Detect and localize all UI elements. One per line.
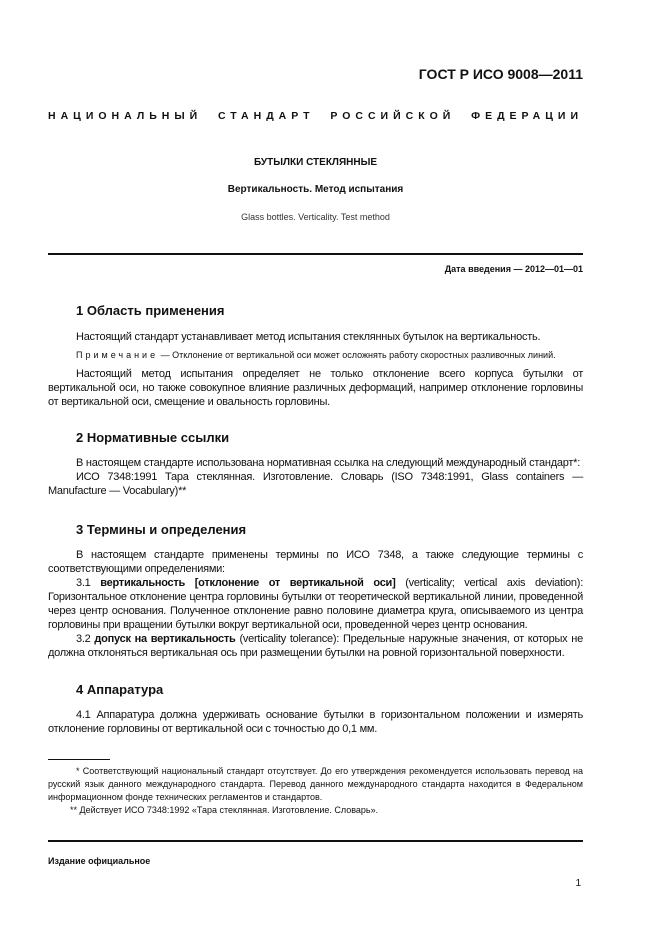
note-text: — Отклонение от вертикальной оси может осложнять работу скоростных разливочных линий. xyxy=(158,350,556,360)
term: допуск на вертикальность xyxy=(94,633,236,645)
section-heading: 1 Область применения xyxy=(76,303,225,318)
paragraph: Настоящий метод испытания определяет не только отклонение всего корпуса бутылки от вертикальной оси, но также совокупное влияние различных деформаций, например отклонение горловины от вертикальной оси, смещение и овальность горловины. xyxy=(48,368,583,408)
divider xyxy=(48,840,583,842)
section-2-body xyxy=(48,456,583,498)
term-number: 3.2 xyxy=(76,633,95,645)
divider xyxy=(48,253,583,255)
official-edition-label: Издание официальное xyxy=(48,856,151,866)
reference-item: ИСО 7348:1991 Тара стеклянная. Изготовление. Словарь (ISO 7348:1991, Glass containers — Manufacture — Vocabulary)** xyxy=(48,471,583,497)
term: вертикальность [отклонение от вертикальной оси] xyxy=(100,577,396,589)
paragraph: 4.1 Аппаратура должна удерживать основание бутылки в горизонтальном положении и измерять отклонение горловины от вертикальной оси с точностью до 0,1 мм. xyxy=(48,709,583,735)
section-heading: 2 Нормативные ссылки xyxy=(76,430,230,445)
section-1-body xyxy=(48,330,583,409)
paragraph: В настоящем стандарте применены термины по ИСО 7348, а также следующие термины с соответствующими определениями: xyxy=(48,549,583,575)
document-subtitle: Вертикальность. Метод испытания xyxy=(227,184,404,195)
definition: (verticality; vertical axis deviation): Горизонтальное отклонение центра горловины бутылки от теоретической вертикальной линии, проведенной через центр основания. Полученное отклонение равно половине диаметра круга, описываемого из центра горловины при вращении бутылки вокруг вертикальной оси, проведенной через центр основания. xyxy=(48,577,583,631)
section-heading: 4 Аппаратура xyxy=(76,682,164,697)
paragraph: Настоящий стандарт устанавливает метод испытания стеклянных бутылок на вертикальность. xyxy=(76,331,541,343)
footnotes xyxy=(48,765,583,817)
document-code: ГОСТ Р ИСО 9008—2011 xyxy=(418,66,583,82)
note xyxy=(48,349,583,362)
term-number: 3.1 xyxy=(76,577,101,589)
page-number: 1 xyxy=(575,878,581,889)
term-definition xyxy=(48,576,583,632)
introduction-date: Дата введения — 2012—01—01 xyxy=(444,264,583,274)
note-label: Примечание xyxy=(76,350,159,360)
banner-word: НАЦИОНАЛЬНЫЙ xyxy=(48,110,203,122)
banner-word: ФЕДЕРАЦИИ xyxy=(471,110,583,122)
term-definition xyxy=(48,632,583,660)
english-title: Glass bottles. Verticality. Test method xyxy=(241,212,390,222)
footnote-separator xyxy=(48,759,110,760)
banner-word: РОССИЙСКОЙ xyxy=(330,110,456,122)
section-heading: 3 Термины и определения xyxy=(76,522,247,537)
section-4-body xyxy=(48,708,583,736)
definition: (verticality tolerance): Предельные наружные значения, от которых не должна отклоняться вертикальная ось при размещении бутылки на ровной горизонтальной поверхности. xyxy=(48,633,583,659)
document-title: БУТЫЛКИ СТЕКЛЯННЫЕ xyxy=(253,157,378,168)
national-standard-banner xyxy=(48,110,583,122)
section-3-body xyxy=(48,548,583,660)
paragraph: В настоящем стандарте использована нормативная ссылка на следующий международный стандарт*: xyxy=(76,457,580,469)
banner-word: СТАНДАРТ xyxy=(217,110,315,122)
footnote: * Соответствующий национальный стандарт отсутствует. До его утверждения рекомендуется использовать перевод на русский язык данного международного стандарта. Перевод данного международного стандарта находится в Федеральном информационном фонде технических регламентов и стандартов. xyxy=(48,766,583,802)
footnote: ** Действует ИСО 7348:1992 «Тара стеклянная. Изготовление. Словарь». xyxy=(70,805,379,815)
